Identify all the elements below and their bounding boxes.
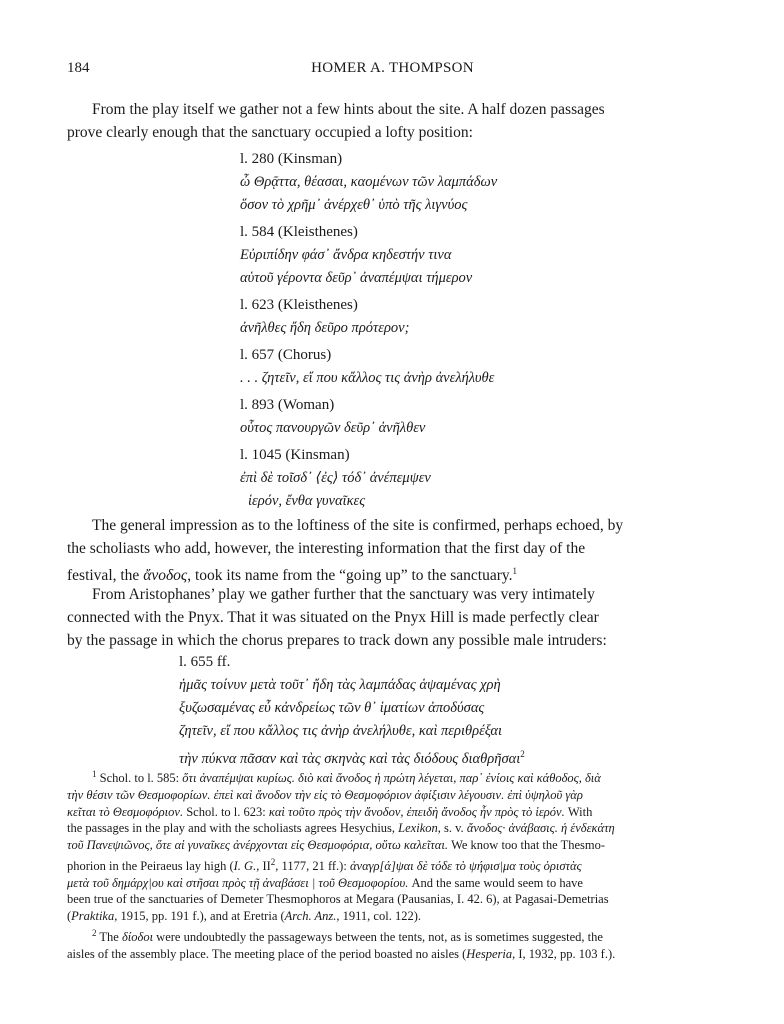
greek-verse: ζητεῖν, εἴ που κἄλλος τις ἀνὴρ ἀνελήλυθε, καὶ περιθρέξαι — [179, 723, 503, 739]
footnote-marker: 1 — [512, 566, 517, 576]
greek-verse: ἡμᾶς τοίνυν μετὰ τοῦτ᾿ ἤδη τὰς λαμπάδας ἁψαμένας χρὴ — [179, 677, 501, 693]
text-fragment: We know too that the Thesmo- — [447, 837, 606, 852]
text-fragment: τὴν πύκνα πᾶσαν καὶ τὰς σκηνὰς καὶ τὰς διόδους διαθρῆσαι — [179, 750, 521, 767]
greek-text: ἄνοδος· ἀνάβασις. ἡ ἑνδεκάτη — [466, 821, 615, 836]
page-header — [67, 60, 718, 84]
greek-text: τοῦ Πανεψιῶνος, ὅτε αἱ γυναῖκες ἀνέρχονται εἰς Θεσμοφόρια, οὕτω καλεῖται. — [67, 837, 448, 852]
text-fragment: With — [564, 804, 593, 819]
work-title: Hesperia — [466, 946, 513, 961]
text-line: From the play itself we gather not a few hints about the site. A half dozen passages — [92, 101, 605, 118]
greek-text: μετὰ τοῦ δημάρχ|ου καὶ στῆσαι πρὸς τῇ ἀναβάσει | τοῦ Θεσμοφορίου. — [67, 875, 409, 890]
text-line — [67, 854, 718, 875]
greek-verse: ὅσον τὸ χρῆμ᾿ ἀνέρχεθ᾿ ὑπὸ τῆς λιγνύος — [240, 197, 468, 213]
footnote-number: 1 — [92, 769, 97, 779]
paragraph-pnyx — [67, 583, 718, 652]
greek-text: καὶ τοῦτο πρὸς τὴν ἄνοδον, ἐπειδὴ ἄνοδος ἦν πρὸς τὸ ἱερόν. — [268, 804, 565, 819]
greek-text: κεῖται τὸ Θεσμοφόριον. — [67, 804, 184, 819]
quote-block — [240, 443, 660, 513]
quote-block — [240, 343, 660, 390]
work-title: Praktika — [71, 908, 115, 923]
text-fragment: were undoubtedly the passageways between the tents, not, as is sometimes suggested, the — [153, 929, 603, 944]
quote-block — [240, 147, 660, 217]
footnote-2 — [67, 925, 718, 946]
footnote-marker: 2 — [520, 749, 525, 759]
greek-verse: . . . ζητεῖν, εἴ που κἄλλος τις ἀνὴρ ἀνελήλυθε — [240, 370, 495, 386]
greek-verse: οὗτος πανουργῶν δεῦρ᾿ ἀνῆλθεν — [240, 420, 426, 436]
text-fragment: aisles of the assembly place. The meeting place of the period boasted no aisles ( — [67, 946, 467, 961]
text-line — [67, 875, 718, 892]
running-title: HOMER A. THOMPSON — [311, 60, 474, 76]
text-fragment: phorion in the Peiraeus lay high ( — [67, 858, 234, 873]
intro-paragraph — [67, 98, 718, 144]
greek-verse: Εὐριπίδην φάσ᾿ ἄνδρα κηδεστήν τινα — [240, 247, 452, 263]
text-fragment: , s. v. — [437, 821, 467, 836]
greek-verse: ἐπὶ δὲ τοῖσδ᾿ ⟨ἐς⟩ τόδ᾿ ἀνέπεμψεν — [240, 470, 431, 486]
greek-text: ὅτι ἀναπέμψαι κυρίως. διὸ καὶ ἄνοδος ἡ πρώτη λέγεται, παρ᾿ ἐνίοις καὶ κάθοδος, διὰ — [182, 771, 601, 786]
greek-text: ἀναγρ[ά]ψαι δὲ τόδε τὸ ψήφισ|μα τοὺς ὁριστὰς — [349, 858, 582, 873]
text-fragment: , II — [256, 858, 271, 873]
paragraph-general-impression — [67, 514, 718, 587]
line-reference: l. 655 ff. — [179, 654, 231, 670]
text-line: been true of the sanctuaries of Demeter Thesmophoros at Megara (Pausanias, I. 42. 6), at Pagasai-Demetrias — [67, 892, 609, 907]
footnote-1 — [67, 766, 718, 787]
text-line: connected with the Pnyx. That it was situated on the Pnyx Hill is made perfectly clear — [67, 609, 599, 626]
text-line — [67, 837, 718, 854]
text-fragment: , I, 1932, pp. 103 f.). — [512, 946, 616, 961]
text-line — [67, 820, 718, 837]
text-line: From Aristophanes’ play we gather further that the sanctuary was very intimately — [92, 586, 595, 603]
text-fragment: , 1177, 21 ff.): — [275, 858, 350, 873]
text-line: prove clearly enough that the sanctuary occupied a lofty position: — [67, 124, 473, 141]
quoted-passages — [240, 147, 660, 516]
text-fragment: The — [96, 929, 122, 944]
line-reference: l. 657 (Chorus) — [240, 347, 332, 363]
greek-verse: ξυζωσαμένας εὖ κἀνδρείως τῶν θ᾿ ἱματίων ἀποδύσας — [179, 700, 485, 716]
superscript: 2 — [270, 856, 276, 867]
line-reference: l. 893 (Woman) — [240, 397, 335, 413]
page-number: 184 — [67, 60, 90, 76]
work-title: Arch. Anz. — [284, 908, 337, 923]
text-fragment: , took its name from the “going up” to the sanctuary. — [187, 567, 513, 585]
greek-text: τὴν θέσιν τῶν Θεσμοφορίων. ἐπεὶ καὶ ἄνοδον τὴν εἰς τὸ Θεσμοφόριον ἀφίξισιν λέγουσιν. ἐπὶ ὑψηλοῦ γὰρ — [67, 787, 583, 802]
text-fragment: , 1911, col. 122). — [336, 908, 421, 923]
quote-block — [240, 393, 660, 440]
line-reference: l. 1045 (Kinsman) — [240, 447, 350, 463]
text-line: the scholiasts who add, however, the interesting information that the first day of the — [67, 540, 586, 557]
text-line: The general impression as to the loftiness of the site is confirmed, perhaps echoed, by — [92, 517, 624, 534]
greek-verse — [179, 743, 699, 766]
line-reference: l. 280 (Kinsman) — [240, 151, 343, 167]
text-line — [67, 804, 718, 821]
quote-block — [240, 293, 660, 340]
text-fragment: the passages in the play and with the scholiasts agrees Hesychius, — [67, 821, 399, 836]
long-quote — [179, 650, 699, 766]
footnotes — [67, 766, 718, 962]
greek-verse: αὑτοῦ γέροντα δεῦρ᾿ ἀναπέμψαι τήμερον — [240, 270, 473, 286]
work-title: I. G. — [233, 858, 257, 873]
line-reference: l. 623 (Kleisthenes) — [240, 297, 358, 313]
text-line — [67, 946, 718, 963]
greek-text: δίοδοι — [121, 929, 154, 944]
text-fragment: ( — [67, 908, 72, 923]
quote-block — [240, 220, 660, 290]
greek-verse: ἀνῆλθες ἤδη δεῦρο πρότερον; — [240, 320, 410, 336]
text-fragment: , 1915, pp. 191 f.), and at Eretria ( — [114, 908, 285, 923]
text-fragment: Schol. to l. 585: — [96, 771, 183, 786]
text-fragment: Schol. to l. 623: — [183, 804, 269, 819]
text-fragment: And the same would seem to have — [408, 875, 583, 890]
text-line — [67, 908, 718, 925]
greek-verse: ὦ Θρᾷττα, θέασαι, καομένων τῶν λαμπάδων — [240, 174, 498, 190]
line-reference: l. 584 (Kleisthenes) — [240, 224, 358, 240]
greek-verse: ἱερόν, ἔνθα γυναῖκες — [248, 493, 366, 509]
text-line: by the passage in which the chorus prepares to track down any possible male intruders: — [67, 632, 607, 649]
footnote-number: 2 — [92, 927, 97, 938]
work-title: Lexikon — [398, 821, 438, 836]
greek-word: ἄνοδος — [143, 567, 188, 585]
text-fragment: festival, the — [67, 567, 144, 585]
